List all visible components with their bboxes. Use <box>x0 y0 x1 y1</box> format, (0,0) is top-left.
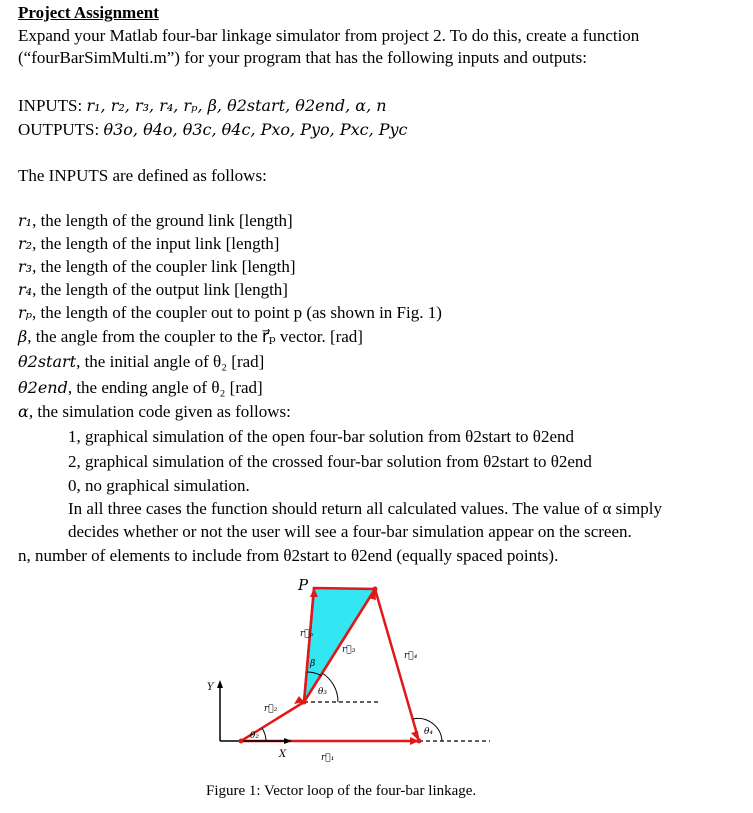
intro-line-2: (“fourBarSimMulti.m”) for your program that has the following inputs and outputs: <box>18 48 587 67</box>
joint <box>373 587 378 592</box>
label-p: P <box>298 578 309 594</box>
label-theta2: θ₂ <box>250 731 260 741</box>
label-r4: r⃗₄ <box>404 651 418 661</box>
inputs-vars: r₁, r₂, r₃, r₄, rₚ, β, θ2start, θ2end, α, n <box>86 96 387 115</box>
label-y-axis: Y <box>207 682 214 693</box>
definition-item: r₃, the length of the coupler link [length] <box>18 257 296 276</box>
inputs-label: INPUTS: <box>18 96 87 115</box>
definition-item: r₁, the length of the ground link [length] <box>18 211 293 230</box>
alpha-option-1: 1, graphical simulation of the open four-bar solution from θ2start to θ2end <box>68 427 574 446</box>
definition-item: r₄, the length of the output link [length] <box>18 280 288 299</box>
alpha-note-1: In all three cases the function should return all calculated values. The value of α simply <box>68 499 662 518</box>
y-axis-arrow <box>217 680 223 688</box>
figure-caption: Figure 1: Vector loop of the four-bar linkage. <box>206 783 477 799</box>
definition-item: θ2end, the ending angle of θ₂ [rad] <box>18 378 263 397</box>
definition-item: α, the simulation code given as follows: <box>18 402 291 421</box>
theta2-arc <box>262 728 266 741</box>
joint <box>302 700 307 705</box>
definition-item: β, the angle from the coupler to the r⃗ₚ vector. [rad] <box>18 327 363 346</box>
label-theta3: θ₃ <box>318 687 328 697</box>
inputs-line <box>18 96 387 116</box>
label-x-axis: X <box>279 749 287 760</box>
definition-item: rₚ, the length of the coupler out to point p (as shown in Fig. 1) <box>18 303 442 322</box>
outputs-vars: θ3o, θ4o, θ3c, θ4c, Pxo, Pyo, Pxc, Pyc <box>103 120 408 139</box>
intro-line-1: Expand your Matlab four-bar linkage simulator from project 2. To do this, create a function <box>18 26 640 45</box>
outputs-line <box>18 120 408 140</box>
label-rp: r⃗ₚ <box>300 629 314 639</box>
alpha-note-2: decides whether or not the user will see a four-bar simulation appear on the screen. <box>68 522 632 541</box>
definition-item: θ2start, the initial angle of θ₂ [rad] <box>18 352 265 371</box>
x-axis-arrow <box>284 738 292 744</box>
outputs-label: OUTPUTS: <box>18 120 104 139</box>
four-bar-linkage-figure <box>180 578 500 778</box>
output-link <box>375 589 419 741</box>
title: Project Assignment <box>18 3 159 22</box>
joint <box>417 739 422 744</box>
definition-item: r₂, the length of the input link [length] <box>18 234 280 253</box>
label-theta4: θ₄ <box>424 727 434 737</box>
label-r2: r⃗₂ <box>264 704 278 714</box>
label-beta: β <box>310 659 316 669</box>
joint <box>239 739 244 744</box>
n-definition: n, number of elements to include from θ2start to θ2end (equally spaced points). <box>18 546 559 565</box>
alpha-option-2: 2, graphical simulation of the crossed four-bar solution from θ2start to θ2end <box>68 452 592 471</box>
label-r3: r⃗₃ <box>342 645 356 655</box>
label-r1: r⃗₁ <box>321 753 335 763</box>
defined-intro: The INPUTS are defined as follows: <box>18 166 267 185</box>
alpha-option-0: 0, no graphical simulation. <box>68 476 250 495</box>
